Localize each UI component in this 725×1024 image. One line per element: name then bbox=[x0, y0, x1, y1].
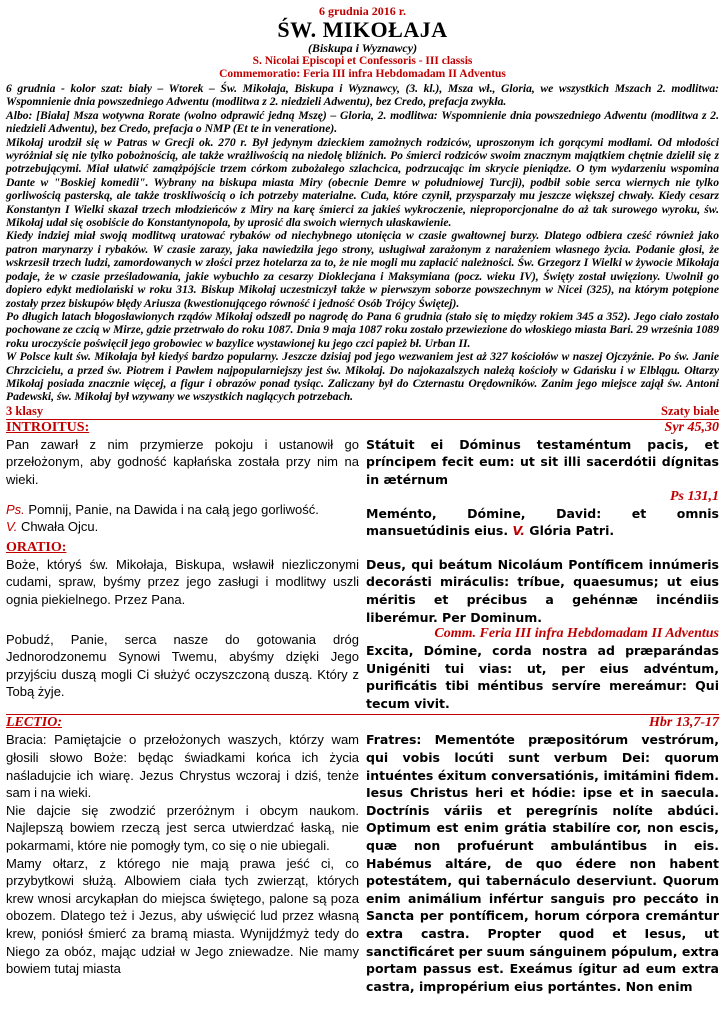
psalm-mark: Ps. bbox=[6, 501, 25, 517]
vestment-color: Szaty białe bbox=[661, 403, 719, 418]
life-paragraph-2: Kiedy indziej miał swoją modlitwą uratować rybaków od niechybnego utonięcia w czasie gwałtownej burzy. Dlatego odbiera cześć również jako patron marynarzy i rybaków. W czasie zarazy, jaka nawiedziła jego strony, usługiwał zarażonym z narażeniem własnego życia. Podanie głosi, że wskrzesił trzech ludzi, zamordowanych w złości przez hotelarza za to, że nie mogli mu zapłacić należności. Św. Grzegorz I Wielki w żywocie Mikołaja podaje, że w czasie prześladowania, jakie wybuchło za cesarzy Dioklecjana i Maksymiana (pocz. wieku IV), Święty został uwięziony. Uwolnił go dopiero edykt mediolański w roku 313. Biskup Mikołaj uczestniczył także w pierwszym soborze powszechnym w Nicei (325), na którym potępione zostały przez biskupów błędy Ariusza (kwestionującego równość i jedność Osób Trójcy Świętej). bbox=[6, 229, 719, 310]
lectio-reference: Hbr 13,7-17 bbox=[649, 715, 719, 731]
introitus-la-column bbox=[366, 420, 719, 540]
oratio-pl-text: Boże, któryś św. Mikołaja, Biskupa, wsławił niezliczonymi cudami, spraw, byśmy przez jego zasługi i modlitwy uszli ognia piekielnego. Przez Pana. bbox=[6, 556, 359, 607]
lectio-heading: LECTIO: bbox=[6, 715, 62, 731]
class-row bbox=[6, 404, 719, 420]
psalm-la-text: Meménto, Dómine, David: et omnis mansuetúdinis eius. bbox=[366, 505, 719, 539]
versicle-la-text: Glória Patri. bbox=[524, 523, 615, 539]
intro-block bbox=[6, 82, 719, 404]
life-paragraph-1: Mikołaj urodził się w Patras w Grecji ok. 270 r. Był jedynym dzieckiem zamożnych rodziców, uproszonym ich gorącymi modłami. Od młodości wyróżniał się nie tylko pobożnością, ale także wrażliwością na niedolę bliźnich. Po śmierci rodziców swoim znacznym majątkiem chętnie dzielił się z potrzebującymi. Miał ułatwić zamążpójście trzem córkom zubożałego szlachcica, podrzucając im skrycie pieniądze. O tym wydarzeniu wspomina Dante w "Boskiej komedii". Wybrany na biskupa miasta Miry (obecnie Demre w południowej Turcji), podbił sobie serca wiernych nie tylko gorliwością pasterską, ale także troskliwością o ich potrzeby materialne. Cuda, które czynił, przysparzały mu jeszcze większej chwały. Kiedy cesarz Konstantyn I Wielki skazał trzech młodzieńców z Miry na karę śmierci za jakieś wykroczenie, nieproporcjonalne do aż tak surowego wyroku, św. Mikołaj udał się osobiście do Konstantynopola, by uprosić dla swoich wiernych ułaskawienie. bbox=[6, 135, 719, 230]
introitus-pl-column bbox=[6, 420, 359, 540]
oratio-la-column bbox=[366, 540, 719, 713]
psalm-reference: Ps 131,1 bbox=[670, 488, 719, 504]
lectio-pl-paragraph: Mamy ołtarz, z którego nie mają prawa jeść ci, co przybytkowi służą. Albowiem ciała tych zwierząt, których krew wnosi arcykapłan do miejsca świętego, palone są poza obozem. Dlatego też i Jezus, aby uświęcić lud przez własną krew, poniósł śmierć za bramą miasta. Wynijdźmyż tedy do Niego za obóz, mając udział w Jego zniewadze. Nie mamy bowiem tutaj miasta bbox=[6, 855, 359, 977]
page-subtitle: (Biskupa i Wyznawcy) bbox=[307, 41, 418, 55]
lectio-section bbox=[6, 731, 719, 995]
commemoratio-pl-text: Pobudź, Panie, serca nasze do gotowania dróg Jednorodzonemu Synowi Twemu, abyśmy dzięki Jego przyjściu duszą mogli Ci służyć oczyszczoną duszą. Który z Tobą żyje. bbox=[6, 631, 359, 700]
oratio-heading: ORATIO: bbox=[6, 539, 67, 555]
life-paragraph-3: Po długich latach błogosławionych rządów Mikołaj odszedł po nagrodę do Pana 6 grudnia (stało się to między rokiem 345 a 352). Jego ciało zostało pochowane ze czcią w Mirze, gdzie przetrwało do roku 1087. Dnia 9 maja 1087 roku zostało przewiezione do włoskiego miasta Bari. 29 września 1089 roku uroczyście poświęcił jego grobowiec w bazylice wystawionej ku jego czci papież bł. Urban II. bbox=[6, 309, 719, 350]
introitus-psalm-pl bbox=[6, 501, 359, 519]
oratio-section bbox=[6, 540, 719, 713]
albo-text: Albo: [Biała] Msza wotywna Rorate (wolno odprawić jedną Mszę) – Gloria, 2. modlitwa: Wspomnienie dnia powszedniego Adwentu (modlitwa z 2. niedzieli Adwentu), bez Credo, prefacja o NMP (Et te in veneratione). bbox=[6, 108, 719, 136]
versicle-la-mark: V. bbox=[512, 523, 525, 539]
versicle-pl-text: Chwała Ojcu. bbox=[17, 519, 99, 535]
latin-feast-name: S. Nicolai Episcopi et Confessoris - III classis bbox=[252, 55, 473, 67]
lectio-pl-paragraph: Nie dajcie się zwodzić przeróżnym i obcym naukom. Najlepszą bowiem rzeczą jest serca utwierdzać łaską, nie pokarmami, które nie pomogły tym, co się o nie ubiegali. bbox=[6, 802, 359, 854]
page-title: ŚW. MIKOŁAJA bbox=[277, 17, 448, 42]
lectio-la-text: Fratres: Mementóte præpositórum vestrórum, qui vobis locúti sunt verbum Dei: quorum intuéntes éxitum conversatiónis, imitámini fidem. Iesus Christus heri et hódie: ipse et in saecula. Doctrínis váriis et peregrínis nolíte abdúci. Optimum est enim grátia stabilíre cor, non escis, quæ non profuérunt ambulántibus in eis. Habémus altáre, de quo édere non habent potestátem, qui tabernáculo deserviunt. Quorum enim animálium infértur sanguis pro peccáto in Sancta per pontíficem, horum córpora cremántur extra castra. Propter quod et Iesus, ut sanctificáret per suum sánguinem pópulum, extra portam passus est. Exeámus ígitur ad eum extra castra, impropérium eius portántes. Non enim bbox=[366, 732, 719, 994]
introitus-reference: Syr 45,30 bbox=[664, 419, 719, 435]
oratio-pl-column bbox=[6, 540, 359, 713]
introitus-la-text: Státuit ei Dóminus testaméntum pacis, et príncipem fecit eum: ut sit illi sacerdótii dígnitas in ætérnum bbox=[366, 436, 719, 487]
psalm-pl-text: Pomnij, Panie, na Dawida i na całą jego gorliwość. bbox=[24, 501, 319, 517]
rubric-text: 6 grudnia - kolor szat: biały – Wtorek – Św. Mikołaja, Biskupa i Wyznawcy, (3. kl.), Msza wł., Gloria, we wszystkich Mszach 2. modlitwa: Wspomnienie dnia powszedniego Adwentu (modlitwa z 2. niedzieli Adwentu), bez Credo, prefacja zwykła. bbox=[6, 82, 719, 109]
life-paragraph-4: W Polsce kult św. Mikołaja był kiedyś bardzo popularny. Jeszcze dzisiaj pod jego wezwaniem jest aż 327 kościołów w naszej Ojczyźnie. Po św. Janie Chrzcicielu, a przed św. Piotrem i Pawłem najpopularniejszy jest św. Mikołaj. Do najokazalszych należą kościoły w Gdańsku i w Elblągu. Ołtarzy Mikołaj posiada znacznie więcej, a figur i obrazów ponad tysiąc. Zaliczany był do Czternastu Orędowników. Zanim jego miejsce zajął św. Antoni Padewski, św. Mikołaj był wzywany we wszystkich naglących potrzebach. bbox=[6, 350, 719, 404]
introitus-section bbox=[6, 420, 719, 540]
lectio-pl-paragraph: Bracia: Pamiętajcie o przełożonych waszych, którzy wam głosili słowo Boże: będąc świadkami końca ich życia naśladujcie ich wiarę. Jezus Chrystus wczoraj i dziś, tenże sam i na wieki. bbox=[6, 732, 359, 801]
commemoratio-line: Commemoratio: Feria III infra Hebdomadam II Adventus bbox=[219, 68, 506, 80]
versicle-mark: V. bbox=[6, 519, 18, 535]
commemoratio-la-text: Excita, Dómine, corda nostra ad præparándas Unigéniti tui vias: ut, per eius advéntum, purificátis tibi méntibus servíre mereámur: Qui tecum vivit. bbox=[366, 643, 719, 711]
feast-class: 3 klasy bbox=[6, 403, 44, 418]
introitus-pl-text: Pan zawarł z nim przymierze pokoju i ustanowił go przełożonym, aby godność kapłańska została przy nim na wieki. bbox=[6, 436, 359, 487]
lectio-pl-column bbox=[6, 731, 359, 995]
oratio-la-text: Deus, qui beátum Nicoláum Pontíficem innúmeris decorásti miráculis: tríbue, quaesumus; ut eius méritis et précibus a gehénnæ incéndiis liberémur. Per Dominum. bbox=[366, 556, 719, 625]
introitus-psalm-la bbox=[366, 505, 719, 540]
lectio-header bbox=[6, 714, 719, 731]
commemoratio-heading: Comm. Feria III infra Hebdomadam II Adventus bbox=[434, 626, 719, 642]
introitus-heading: INTROITUS: bbox=[6, 419, 90, 435]
introitus-versicle-pl bbox=[6, 518, 359, 536]
page-date: 6 grudnia 2016 r. bbox=[319, 4, 406, 18]
lectio-la-column bbox=[366, 731, 719, 995]
